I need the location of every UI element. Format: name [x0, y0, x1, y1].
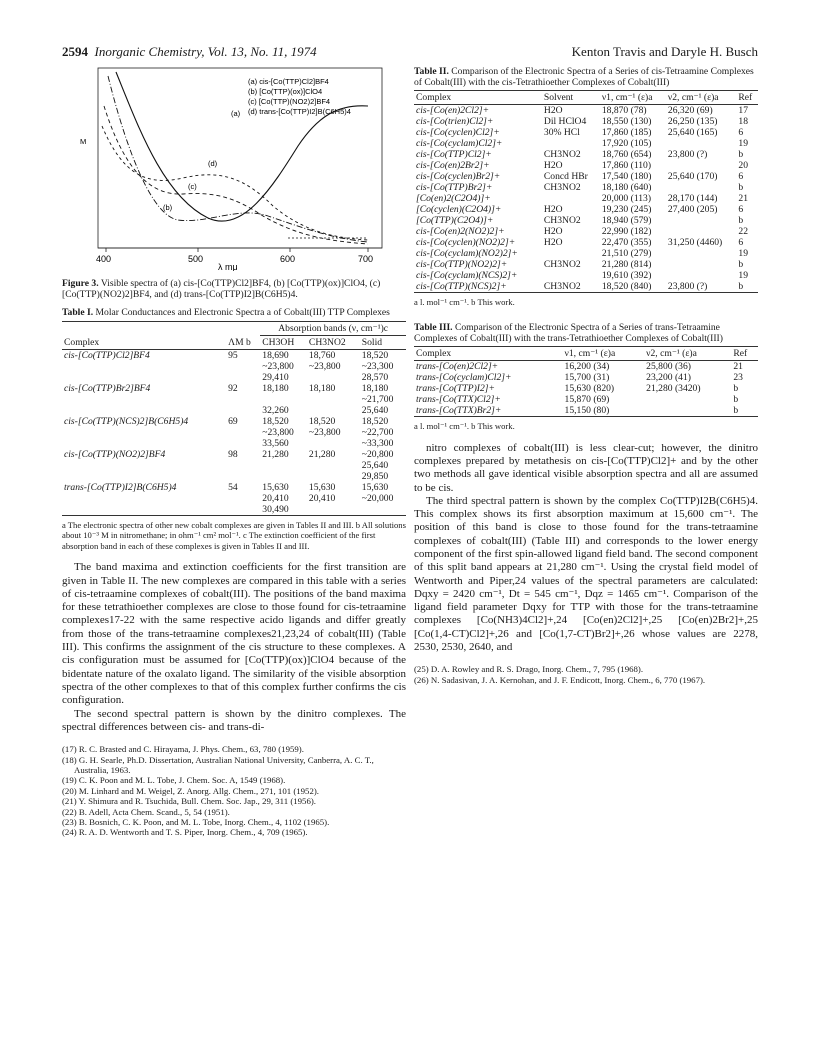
value-cell: b [738, 182, 744, 194]
value-cell: H2O [543, 160, 563, 172]
value-cell: 15,870 (69) [564, 394, 610, 406]
value-cell: CH3NO2 [543, 281, 581, 293]
complex-cell [62, 372, 226, 383]
value-cell: H2O [543, 226, 563, 238]
reference-item: (22) B. Adell, Acta Chem. Scand., 5, 54 (1951). [62, 806, 230, 817]
value-cell: ~20,800 [361, 449, 394, 461]
value-cell: 21 [733, 361, 743, 373]
value-cell: 25,640 (170) [667, 171, 718, 183]
complex-cell: trans-[Co(en)2Cl2]+ [416, 361, 499, 373]
value-cell [360, 504, 406, 516]
value-cell: ~22,700 [361, 427, 394, 439]
value-cell: 33,560 [262, 438, 289, 450]
value-cell [644, 405, 731, 417]
value-cell [226, 471, 260, 482]
value-cell: 18,760 (654) [601, 149, 652, 161]
value-cell [260, 471, 307, 482]
value-cell: 21,510 (279) [601, 248, 652, 260]
value-cell: ~23,300 [361, 361, 394, 373]
table-row [62, 482, 406, 493]
value-cell: b [738, 259, 744, 271]
value-cell [307, 405, 360, 416]
complex-cell [62, 427, 226, 438]
value-cell: 23 [733, 372, 743, 384]
table1: Absorption bands (ν, cm⁻¹)c Complex ΛM b CH3OH CH3NO2 Solid cis-[Co(TTP)Cl2]BF4 95 18,690 18,760 18,520 ~23,800 ~23,800 ~23,300 29,410 28,570 cis-[Co(TTP)Br2]BF4 92 18,180 18,180 18,180 ~21,700 32,260 25,640 cis-[Co(TTP)(NCS)2]B(C6H5)4 69 18,520 18,520 18,520 ~23,800 ~23,800 ~22,700 33,560 ~33,300 cis-[Co(TTP)(NO2)2]BF4 98 21,280 21,280 ~20,800 25,640 29,850 trans-[Co(TTP)I2]B(C6H5)4 54 15,630 15,630 15,630 20,410 20,410 ~20,000 30,490 [62, 321, 406, 516]
column-header: ν2, cm⁻¹ (ε)a [667, 92, 719, 104]
value-cell: 17,540 (180) [601, 171, 652, 183]
column-header: Solid [361, 337, 383, 349]
value-cell: 27,400 (205) [667, 204, 718, 216]
right-column [414, 66, 758, 685]
complex-cell: trans-[Co(TTP)I2]B(C6H5)4 [64, 482, 177, 494]
table-row [414, 204, 758, 215]
value-cell: 22 [738, 226, 748, 238]
complex-cell: [Co(en)2(C2O4)]+ [416, 193, 491, 205]
table-row [414, 281, 758, 293]
table-row [62, 449, 406, 460]
value-cell [226, 493, 260, 504]
paragraph: The second spectral pattern is shown by the dinitro complexes. The spectral differences between cis- and trans-di- [62, 707, 406, 733]
complex-cell [62, 460, 226, 471]
references-left [62, 744, 406, 838]
curve-c [104, 106, 368, 244]
reference-item: (20) M. Linhard and M. Weigel, Z. Anorg. Allg. Chem., 271, 101 (1952). [62, 785, 319, 796]
complex-cell: cis-[Co(en)2(NO2)2]+ [416, 226, 505, 238]
complex-cell [62, 361, 226, 372]
table-row [62, 438, 406, 449]
reference-item: (17) R. C. Brasted and C. Hirayama, J. Phys. Chem., 63, 780 (1959). [62, 744, 304, 755]
table1-footnote: a The electronic spectra of other new cobalt complexes are given in Tables II and III. b All solutions about 10⁻³ M in nitromethane; in ohm⁻¹ cm² mol⁻¹. c The extinction coefficient of the first absorption band in each of these complexes is given in Tables II and III. [62, 520, 406, 551]
x-tick-label: 600 [280, 254, 296, 264]
table3 [414, 346, 758, 417]
value-cell: 20,410 [308, 493, 336, 505]
complex-cell: cis-[Co(TTP)Cl2]BF4 [64, 350, 150, 362]
table1-title: Table I. Molar Conductances and Electronic Spectra a of Cobalt(III) TTP Complexes [62, 306, 390, 318]
column-header: Complex [416, 348, 452, 360]
table-row [62, 471, 406, 482]
x-axis-label: λ mμ [218, 262, 238, 271]
value-cell: 18,180 (640) [601, 182, 652, 194]
x-tick-label: 700 [358, 254, 374, 264]
column-header: CH3NO2 [308, 337, 346, 349]
value-cell: 20 [738, 160, 748, 172]
table2-title: Table II. Comparison of the Electronic Spectra of a Series of cis-Tetraamine Complexes of Cobalt(III) with the cis-Tetrathioether Complexes of Cobalt(III) [414, 66, 754, 89]
value-cell [226, 361, 260, 372]
figure-3 [68, 66, 388, 276]
table-row [414, 116, 758, 127]
value-cell: 26,250 (135) [667, 116, 718, 128]
value-cell: 18,520 [361, 350, 389, 362]
value-cell: ~23,800 [262, 361, 294, 373]
complex-cell: cis-[Co(cyclen)Br2]+ [416, 171, 501, 183]
value-cell: b [738, 149, 744, 161]
value-cell: 19 [738, 270, 748, 282]
value-cell: Dil HClO4 [543, 116, 587, 128]
table-row [62, 372, 406, 383]
value-cell [307, 438, 360, 449]
value-cell: 98 [228, 449, 238, 461]
complex-cell [62, 438, 226, 449]
x-tick-labels [96, 254, 373, 271]
value-cell: 92 [228, 383, 238, 395]
value-cell: H2O [543, 105, 563, 117]
table-row [62, 460, 406, 471]
value-cell: ~20,000 [361, 493, 394, 505]
table-row [414, 138, 758, 149]
complex-cell: cis-[Co(cyclam)(NCS)2]+ [416, 270, 518, 282]
x-tick-label: 500 [188, 254, 204, 264]
value-cell: Concd HBr [543, 171, 588, 183]
value-cell: 54 [228, 482, 238, 494]
value-cell: 25,640 (165) [667, 127, 718, 139]
complex-cell [62, 504, 226, 516]
value-cell: ~23,800 [308, 361, 341, 373]
reference-item: (21) Y. Shimura and R. Tsuchida, Bull. Chem. Soc. Jap., 29, 311 (1956). [62, 796, 316, 807]
x-tick-label: 400 [96, 254, 112, 264]
value-cell [666, 138, 737, 149]
body-text-left [62, 561, 406, 734]
value-cell: 18,180 [361, 383, 389, 395]
value-cell: 23,200 (41) [646, 372, 691, 384]
value-cell [307, 471, 360, 482]
value-cell: 18,760 [308, 350, 336, 362]
value-cell [666, 215, 737, 226]
table3-footnote: a l. mol⁻¹ cm⁻¹. b This work. [414, 421, 515, 432]
table-row [414, 270, 758, 281]
paragraph: nitro complexes of cobalt(III) is less clear-cut; however, the dinitro complexes prepared by metathesis on cis-[Co(TTP)Cl2]+ and by the other two methods all gave identical visible absorption spectra and all are assumed to be cis. [414, 441, 758, 494]
value-cell: b [738, 215, 744, 227]
value-cell: 28,570 [361, 372, 389, 384]
left-column [62, 66, 406, 838]
value-cell [542, 248, 600, 259]
column-header: ν1, cm⁻¹ (ε)a [564, 348, 616, 360]
column-header: Solvent [543, 92, 574, 104]
value-cell: 28,170 (144) [667, 193, 718, 205]
value-cell [666, 248, 737, 259]
complex-cell: cis-[Co(TTP)Br2]BF4 [64, 383, 151, 395]
value-cell: ~23,800 [308, 427, 341, 439]
value-cell: 15,150 (80) [564, 405, 610, 417]
reference-item: (18) G. H. Searle, Ph.D. Dissertation, Australian National University, Canberra, A. C. T., Australia, 1963. [62, 754, 374, 775]
curve-a [116, 72, 368, 221]
complex-cell: cis-[Co(TTP)Br2]+ [416, 182, 493, 194]
value-cell: b [733, 405, 739, 417]
value-cell [666, 160, 737, 171]
value-cell: 20,410 [262, 493, 289, 505]
journal-title: Inorganic Chemistry, Vol. 13, No. 11, 1974 [94, 44, 317, 59]
table-row [414, 105, 758, 117]
value-cell [260, 460, 307, 471]
legend-item-c: (c) [Co(TTP)(NO2)2]BF4 [248, 97, 331, 106]
value-cell: 18,520 [361, 416, 389, 428]
legend-item-b: (b) [Co(TTP)(ox)]ClO4 [248, 87, 323, 96]
curve-label-d: (d) [208, 159, 218, 168]
column-header: Complex [416, 92, 452, 104]
complex-cell: cis-[Co(TTP)Cl2]+ [416, 149, 492, 161]
value-cell: ~21,700 [361, 394, 394, 406]
complex-cell: cis-[Co(cyclen)Cl2]+ [416, 127, 500, 139]
value-cell: 23,800 (?) [667, 149, 708, 161]
curve-label-c: (c) [188, 182, 197, 191]
table-row [414, 171, 758, 182]
value-cell: 25,640 [361, 405, 389, 417]
reference-item: (19) C. K. Poon and M. L. Tobe, J. Chem. Soc. A, 1549 (1968). [62, 775, 286, 786]
column-header: ΛM b [228, 336, 251, 348]
paragraph: The third spectral pattern is shown by the complex Co(TTP)I2B(C6H5)4. This complex shows its first absorption maximum at 15,600 cm⁻¹. The position of this band is close to those found for the trans-tetraamine complexes of cobalt(III) (Table III) and corresponds to the lower energy component of the first spin-allowed ligand field band. The second component of this split band appears at 21,280 cm⁻¹. Using the crystal field model of Wentworth and Piper,24 values of the spectral parameters are calculated: Dqxy = 2420 cm⁻¹, Dt = 545 cm⁻¹, Dqz = 1465 cm⁻¹. Comparison of the ligand field parameter Dqxy for TTP with those for the trans-tetraamine complexes [Co(NH3)4Cl2]+,24 [Co(en)2Cl2]+,25 [Co(en)2Br2]+,25 [Co(1,4-CT)Cl2]+,26 and [Co(1,7-CT)Br2]+,26 whose values are 2278, 2530, 2530, 2640, and [414, 494, 758, 654]
table-row [62, 416, 406, 427]
value-cell [226, 405, 260, 416]
table-row [414, 394, 758, 405]
value-cell [226, 460, 260, 471]
value-cell: 18,180 [308, 383, 336, 395]
page-number: 2594 [62, 44, 88, 59]
value-cell: b [738, 281, 744, 293]
column-header: Ref [733, 348, 748, 360]
running-header-left [62, 44, 317, 60]
complex-cell: cis-[Co(TTP)(NCS)2]B(C6H5)4 [64, 416, 189, 428]
curve-label-a: (a) [231, 109, 241, 118]
value-cell: CH3NO2 [543, 215, 581, 227]
value-cell: 15,630 [361, 482, 389, 494]
table-row [414, 127, 758, 138]
column-header: Ref [738, 92, 753, 104]
figure-caption: Figure 3. Visible spectra of (a) cis-[Co(TTP)Cl2]BF4, (b) [Co(TTP)(ox)]ClO4, (c) [Co(TTP)(NO2)2]BF4, and (d) trans-[Co(TTP)I2]B(C6H5)4. [62, 278, 381, 301]
reference-item: (25) D. A. Rowley and R. S. Drago, Inorg. Chem., 7, 795 (1968). [414, 664, 644, 675]
value-cell: 31,250 (4460) [667, 237, 723, 249]
value-cell: 18,520 [308, 416, 336, 428]
value-cell: 18,940 (579) [601, 215, 652, 227]
value-cell: 18,550 (130) [601, 116, 652, 128]
value-cell [666, 270, 737, 281]
value-cell: 29,410 [262, 372, 289, 384]
table3-title: Table III. Comparison of the Electronic Spectra of a Series of trans-Tetraamine Complexes of Cobalt(III) with the trans-Tetrathioether Complexes of Cobalt(III) [414, 321, 723, 345]
value-cell: 95 [228, 350, 238, 362]
value-cell: 15,630 [308, 482, 336, 494]
value-cell: 21,280 (3420) [646, 383, 701, 395]
value-cell [307, 372, 360, 383]
curve-labels [80, 109, 241, 212]
table-row [414, 405, 758, 417]
value-cell: ~23,800 [262, 427, 294, 439]
value-cell [644, 394, 731, 405]
table-row [414, 182, 758, 193]
table-row [62, 361, 406, 372]
plot-frame [98, 68, 382, 248]
complex-cell [62, 394, 226, 405]
value-cell: 30,490 [262, 504, 289, 516]
value-cell: b [733, 394, 739, 406]
value-cell: 6 [738, 204, 744, 216]
complex-cell: [Co(cyclen)(C2O4)]+ [416, 204, 502, 216]
value-cell: 18,690 [262, 350, 289, 362]
value-cell: CH3NO2 [543, 182, 581, 194]
value-cell: 17,860 (110) [601, 160, 652, 172]
value-cell: 30% HCl [543, 127, 580, 139]
value-cell: 26,320 (69) [667, 105, 713, 117]
value-cell: 6 [738, 171, 744, 183]
column-header: ν1, cm⁻¹ (ε)a [601, 92, 653, 104]
column-header: ν2, cm⁻¹ (ε)a [646, 348, 697, 360]
value-cell: 22,990 (182) [601, 226, 652, 238]
value-cell: 17,920 (105) [601, 138, 652, 150]
value-cell: 19,610 (392) [601, 270, 652, 282]
value-cell: 22,470 (355) [601, 237, 652, 249]
table-row [62, 493, 406, 504]
table-row [62, 383, 406, 394]
value-cell [226, 394, 260, 405]
curve-label-b: (b) [163, 203, 173, 212]
value-cell: 21,280 (814) [601, 259, 652, 271]
value-cell [307, 460, 360, 471]
table-row [62, 427, 406, 438]
body-text-right [414, 442, 758, 655]
value-cell: 21 [738, 193, 748, 205]
value-cell: H2O [543, 204, 563, 216]
value-cell: H2O [543, 237, 563, 249]
value-cell: 18,520 (840) [601, 281, 652, 293]
value-cell: 19 [738, 248, 748, 260]
value-cell [307, 504, 360, 516]
value-cell: 21,280 [262, 449, 289, 461]
table-row [62, 504, 406, 516]
value-cell [226, 427, 260, 438]
value-cell: 25,640 [361, 460, 389, 472]
x-ticks [106, 248, 368, 252]
value-cell: ~33,300 [361, 438, 394, 450]
value-cell [226, 504, 260, 516]
legend-item-a: (a) cis-[Co(TTP)Cl2]BF4 [248, 77, 329, 86]
value-cell [542, 138, 600, 149]
value-cell: 17,860 (185) [601, 127, 652, 139]
table-row [62, 350, 406, 362]
y-axis-label: M [80, 137, 87, 146]
table-row [414, 226, 758, 237]
value-cell: 23,800 (?) [667, 281, 708, 293]
column-header: Complex [64, 336, 100, 348]
paragraph: The band maxima and extinction coefficients for the first transition are given in Table II. The new complexes are compared in this table with a series of cis-tetraamine complexes of cobalt(III). The positions of the band maxima for these tetrathioether complexes are close to those found for cis-tetraamine complexes17-22 with the same respective acido ligands and differ greatly from those of the trans-tetraamine complexes21,23,24 of cobalt(III) (Table III). This confirms the assignment of the cis structure to these complexes. A cis configuration must be assumed for [Co(TTP)(ox)]ClO4 because of the bidentate nature of the oxalato ligand. The similarity of the visible absorption spectra of the other complexes to that of this complex further confirms the cis configuration. [62, 561, 406, 707]
value-cell: 17 [738, 105, 748, 117]
complex-cell: cis-[Co(TTP)(NO2)2]+ [416, 259, 508, 271]
table-row [62, 394, 406, 405]
complex-cell [62, 493, 226, 504]
running-header-authors: Kenton Travis and Daryle H. Busch [571, 44, 758, 59]
table-row [414, 149, 758, 160]
value-cell [666, 182, 737, 193]
value-cell: CH3NO2 [543, 149, 581, 161]
value-cell: 18,870 (78) [601, 105, 647, 117]
table-row [414, 259, 758, 270]
value-cell: 18 [738, 116, 748, 128]
value-cell [542, 270, 600, 281]
complex-cell: cis-[Co(en)2Br2]+ [416, 160, 490, 172]
value-cell [226, 372, 260, 383]
complex-cell: trans-[Co(TTX)Cl2]+ [416, 394, 501, 406]
complex-cell: cis-[Co(TTP)(NCS)2]+ [416, 281, 507, 293]
value-cell: CH3NO2 [543, 259, 581, 271]
value-cell: 25,800 (36) [646, 361, 691, 373]
table-row [414, 361, 758, 373]
value-cell: 15,630 (820) [564, 383, 615, 395]
value-cell: 29,850 [361, 471, 389, 483]
value-cell [666, 259, 737, 270]
curve-d [102, 126, 368, 240]
table-row [414, 193, 758, 204]
table2 [414, 90, 758, 293]
value-cell: b [733, 383, 739, 395]
value-cell: 20,000 (113) [601, 193, 652, 205]
table-row [414, 383, 758, 394]
value-cell [307, 394, 360, 405]
value-cell: 15,700 (31) [564, 372, 610, 384]
value-cell [542, 193, 600, 204]
complex-cell: trans-[Co(TTP)I2]+ [416, 383, 495, 395]
complex-cell: [Co(TTP)(C2O4)]+ [416, 215, 494, 227]
value-cell: 18,520 [262, 416, 289, 428]
table2-footnote: a l. mol⁻¹ cm⁻¹. b This work. [414, 297, 515, 308]
complex-cell: cis-[Co(TTP)(NO2)2]BF4 [64, 449, 166, 461]
value-cell: 69 [228, 416, 238, 428]
value-cell: 15,630 [262, 482, 289, 494]
complex-cell: trans-[Co(cyclam)Cl2]+ [416, 372, 512, 384]
complex-cell: cis-[Co(cyclam)Cl2]+ [416, 138, 503, 150]
complex-cell: cis-[Co(cyclam)(NO2)2]+ [416, 248, 518, 260]
table-row [414, 160, 758, 171]
value-cell: 32,260 [262, 405, 289, 417]
complex-cell [62, 405, 226, 416]
value-cell: 6 [738, 127, 744, 139]
table-row [414, 372, 758, 383]
references-right [414, 664, 758, 685]
value-cell: 6 [738, 237, 744, 249]
value-cell: 19 [738, 138, 748, 150]
complex-cell: cis-[Co(en)2Cl2]+ [416, 105, 490, 117]
complex-cell: cis-[Co(trien)Cl2]+ [416, 116, 494, 128]
table-row [414, 237, 758, 248]
table-row [414, 215, 758, 226]
value-cell [260, 394, 307, 405]
figure-legend [248, 77, 351, 116]
table-row [62, 405, 406, 416]
value-cell: 18,180 [262, 383, 289, 395]
reference-item: (24) R. A. D. Wentworth and T. S. Piper, Inorg. Chem., 4, 709 (1965). [62, 827, 308, 838]
complex-cell: cis-[Co(cyclen)(NO2)2]+ [416, 237, 516, 249]
complex-cell: trans-[Co(TTX)Br2]+ [416, 405, 502, 417]
value-cell: 21,280 [308, 449, 336, 461]
reference-item: (26) N. Sadasivan, J. A. Kernohan, and J. F. Endicott, Inorg. Chem., 6, 770 (1967). [414, 674, 706, 685]
legend-item-d: (d) trans-[Co(TTP)I2]B(C6H5)4 [248, 107, 351, 116]
value-cell [666, 226, 737, 237]
complex-cell [62, 471, 226, 482]
value-cell: 16,200 (34) [564, 361, 610, 373]
table-row [414, 248, 758, 259]
value-cell: 19,230 (245) [601, 204, 652, 216]
spectra-plot [68, 66, 388, 271]
reference-item: (23) B. Bosnich, C. K. Poon, and M. L. Tobe, Inorg. Chem., 4, 1102 (1965). [62, 816, 330, 827]
value-cell [226, 438, 260, 449]
column-header: CH3OH [262, 337, 295, 349]
